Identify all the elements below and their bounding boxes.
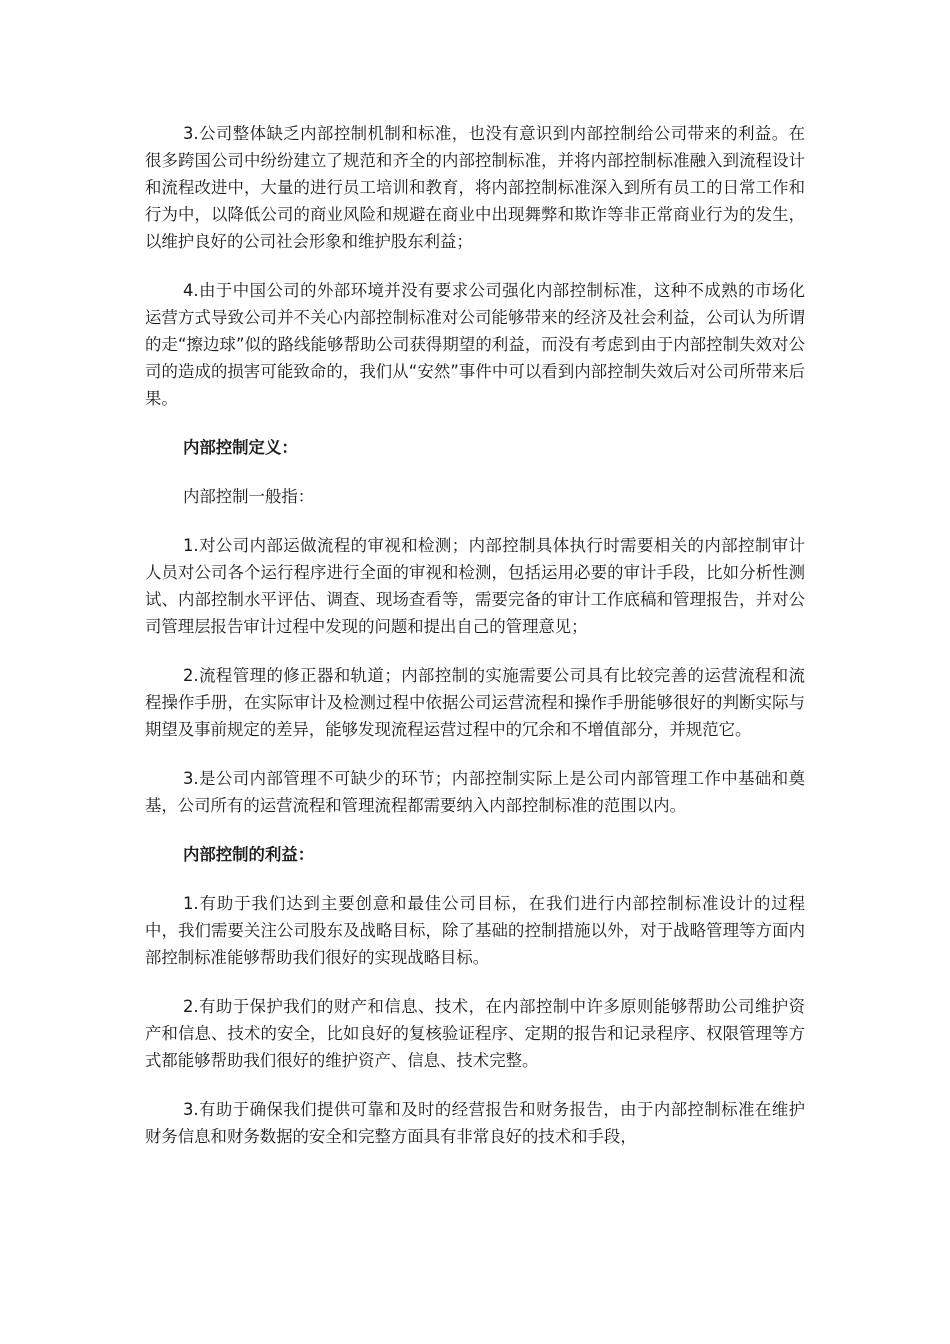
paragraph-definition-3: 3.是公司内部管理不可缺少的环节；内部控制实际上是公司内部管理工作中基础和奠基，公司所有的运营流程和管理流程都需要纳入内部控制标准的范围以内。 — [145, 769, 805, 815]
paragraph-definition-intro: 内部控制一般指： — [183, 487, 315, 506]
document-page — [145, 120, 805, 1150]
section-heading-definition: 内部控制定义： — [183, 438, 298, 457]
paragraph-definition-2: 2.流程管理的修正器和轨道；内部控制的实施需要公司具有比较完善的运营流程和流程操作手册，在实际审计及检测过程中依据公司运营流程和操作手册能够很好的判断实际与期望及事前规定的差异，能够发现流程运营过程中的冗余和不增值部分，并规范它。 — [145, 666, 805, 739]
paragraph-benefit-2: 2.有助于保护我们的财产和信息、技术，在内部控制中许多原则能够帮助公司维护资产和信息、技术的安全，比如良好的复核验证程序、定期的报告和记录程序、权限管理等方式都能够帮助我们很好的维护资产、信息、技术完整。 — [145, 997, 805, 1070]
paragraph-benefit-3: 3.有助于确保我们提供可靠和及时的经营报告和财务报告，由于内部控制标准在维护财务信息和财务数据的安全和完整方面具有非常良好的技术和手段， — [145, 1100, 805, 1146]
paragraph-point-4-external-environment: 4.由于中国公司的外部环境并没有要求公司强化内部控制标准，这种不成熟的市场化运营方式导致公司并不关心内部控制标准对公司能够带来的经济及社会利益，公司认为所谓的走“擦边球”似的路线能够帮助公司获得期望的利益，而没有考虑到由于内部控制失效对公司的造成的损害可能致命的，我们从“安然”事件中可以看到内部控制失效后对公司所带来后果。 — [145, 281, 805, 408]
paragraph-point-3-lack-of-controls: 3.公司整体缺乏内部控制机制和标准，也没有意识到内部控制给公司带来的利益。在很多跨国公司中纷纷建立了规范和齐全的内部控制标准，并将内部控制标准融入到流程设计和流程改进中，大量的进行员工培训和教育，将内部控制标准深入到所有员工的日常工作和行为中，以降低公司的商业风险和规避在商业中出现舞弊和欺诈等非正常商业行为的发生，以维护良好的公司社会形象和维护股东利益； — [145, 124, 805, 251]
paragraph-definition-1: 1.对公司内部运做流程的审视和检测；内部控制具体执行时需要相关的内部控制审计人员对公司各个运行程序进行全面的审视和检测，包括运用必要的审计手段，比如分析性测试、内部控制水平评估、调查、现场查看等，需要完备的审计工作底稿和管理报告，并对公司管理层报告审计过程中发现的问题和提出自己的管理意见； — [145, 536, 805, 636]
section-heading-benefits: 内部控制的利益： — [183, 845, 315, 864]
paragraph-benefit-1: 1.有助于我们达到主要创意和最佳公司目标，在我们进行内部控制标准设计的过程中，我们需要关注公司股东及战略目标，除了基础的控制措施以外，对于战略管理等方面内部控制标准能够帮助我们很好的实现战略目标。 — [145, 894, 805, 967]
